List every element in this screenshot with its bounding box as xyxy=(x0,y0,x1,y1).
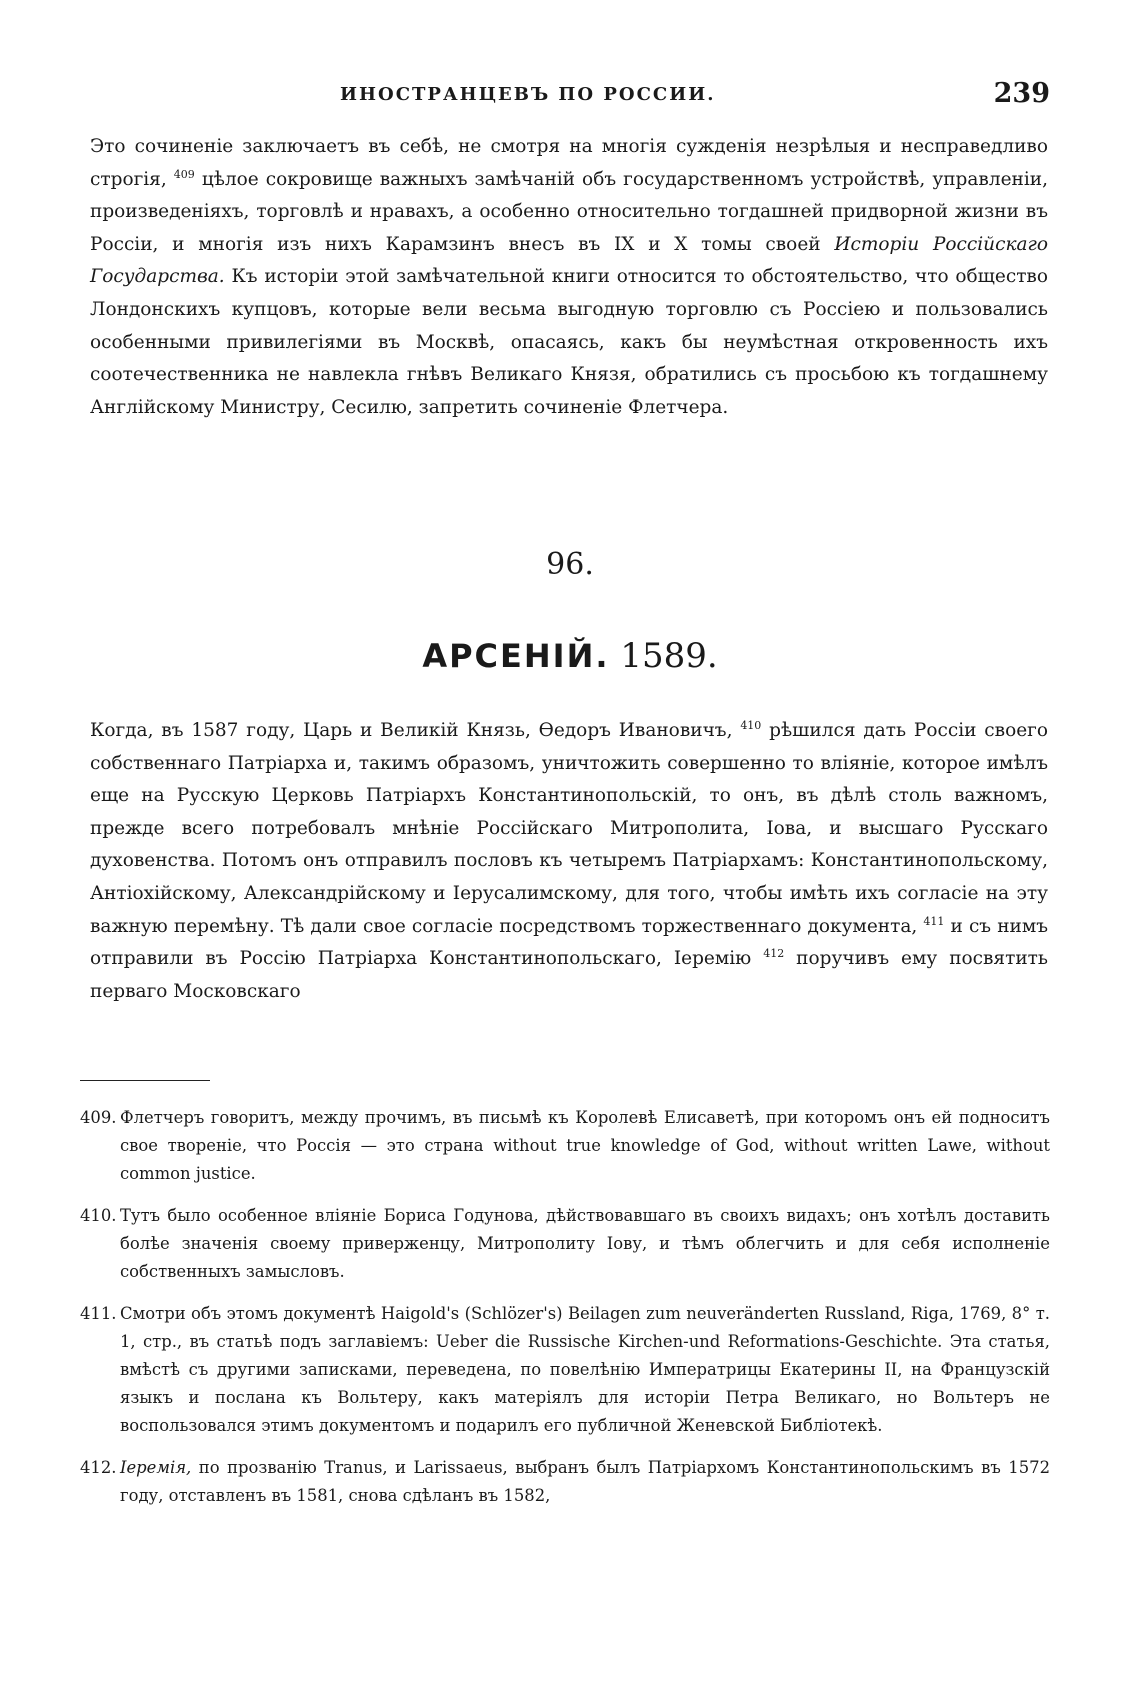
main-text-4: поручивъ ему посвятить перваго Московскаго xyxy=(90,948,1048,1002)
footnote-number: 409. xyxy=(80,1108,117,1127)
section-name: АРСЕНІЙ. xyxy=(422,637,610,675)
page-number: 239 xyxy=(993,78,1050,109)
main-paragraph xyxy=(90,715,1048,1008)
intro-text-1: Это сочиненіе заключаетъ въ себѣ, не смотря на многія сужденія незрѣлыя и несправедливо строгія, xyxy=(90,136,1048,190)
section-number: 96. xyxy=(546,547,594,582)
footnote-text: Тутъ было особенное вліяніе Бориса Годунова, дѣйствовавшаго въ своихъ видахъ; онъ хотѣлъ доставить болѣе значенія своему приверженцу, Митрополиту Іову, и тѣмъ облегчить и для себя исполненіе собственныхъ замысловъ. xyxy=(120,1206,1050,1281)
footnote-text: Флетчеръ говоритъ, между прочимъ, въ письмѣ къ Королевѣ Елисаветѣ, при которомъ онъ ей подноситъ свое твореніе, что Россія — это страна without true knowledge of God, without written Lawe, without common justice. xyxy=(120,1108,1050,1183)
footnote-412 xyxy=(80,1454,1050,1510)
section-year: 1589. xyxy=(620,636,718,676)
intro-text-3: Къ исторіи этой замѣчательной книги относится то обстоятельство, что общество Лондонскихъ купцовъ, которые вели весьма выгодную торговлю съ Россіею и пользовались особенными привилегіями въ Москвѣ, опасаясь, какъ бы неумѣстная откровенность ихъ соотечественника не навлекла гнѣвъ Великаго Князя, обратились съ просьбою къ тогдашнему Англійскому Министру, Сесилю, запретить сочиненіе Флетчера. xyxy=(90,266,1048,418)
footnote-italic-name: Іеремія, xyxy=(120,1458,192,1477)
intro-text-2: цѣлое сокровище важныхъ замѣчаній объ государственномъ устройствѣ, управленіи, произведеніяхъ, торговлѣ и нравахъ, а особенно относительно тогдашней придворной жизни въ Россіи, и многія изъ нихъ Карамзинъ внесъ въ IX и X томы своей xyxy=(90,168,1048,255)
footnote-ref-410: 410 xyxy=(740,718,762,732)
footnote-text: Смотри объ этомъ документѣ Haigold's (Schlözer's) Beilagen zum neuveränderten Russland, Riga, 1769, 8° т. 1, стр., въ статьѣ подъ заглавіемъ: Ueber die Russische Kirchen-und Reformations-Geschichte. Эта статья, вмѣстѣ съ другими записками, переведена, по повелѣнію Императрицы Екатерины II, на Французскій языкъ и послана къ Вольтеру, какъ матеріялъ для исторіи Петра Великаго, но Вольтеръ не воспользовался этимъ документомъ и подарилъ его публичной Женевской Библіотекѣ. xyxy=(120,1304,1050,1435)
intro-italic-title: Исторіи Россійскаго Государства. xyxy=(90,233,1049,288)
footnote-number: 410. xyxy=(80,1206,117,1225)
footnote-410 xyxy=(80,1202,1050,1286)
footnotes xyxy=(80,1104,1050,1524)
main-text-2: рѣшился дать Россіи своего собственнаго Патріарха и, такимъ образомъ, уничтожить совершенно то вліяніе, которое имѣлъ еще на Русскую Церковь Патріархъ Константинопольскій, то онъ, въ дѣлѣ столь важномъ, прежде всего потребовалъ мнѣніе Россійскаго Митрополита, Іова, и высшаго Русскаго духовенства. Потомъ онъ отправилъ пословъ къ четыремъ Патріархамъ: Константинопольскому, Антіохійскому, Александрійскому и Іерусалимскому, для того, чтобы имѣть ихъ согласіе на эту важную перемѣну. Тѣ дали свое согласіе посредствомъ торжественнаго документа, xyxy=(90,720,1048,937)
running-head xyxy=(0,78,1140,114)
footnote-411 xyxy=(80,1300,1050,1440)
footnote-ref-412: 412 xyxy=(763,947,785,960)
running-title: ИНОСТРАНЦЕВЪ ПО РОССИИ. xyxy=(340,84,716,105)
intro-paragraph xyxy=(90,131,1048,424)
footnote-divider xyxy=(80,1080,210,1081)
footnote-number: 412. xyxy=(80,1458,117,1477)
footnote-ref-409: 409 xyxy=(173,167,195,181)
footnote-ref-411: 411 xyxy=(923,914,945,928)
main-text-1: Когда, въ 1587 году, Царь и Великій Князь, Ѳедоръ Ивановичъ, xyxy=(90,720,733,741)
footnote-text: по прозванію Tranus, и Larissaeus, выбранъ былъ Патріархомъ Константинопольскимъ въ 1572 году, отставленъ въ 1581, снова сдѣланъ въ 1582, xyxy=(120,1458,1050,1505)
section-title xyxy=(0,636,1140,676)
footnote-409 xyxy=(80,1104,1050,1188)
footnote-number: 411. xyxy=(80,1304,117,1323)
main-text-3: и съ нимъ отправили въ Россію Патріарха Константинопольскаго, Іеремію xyxy=(90,915,1049,970)
